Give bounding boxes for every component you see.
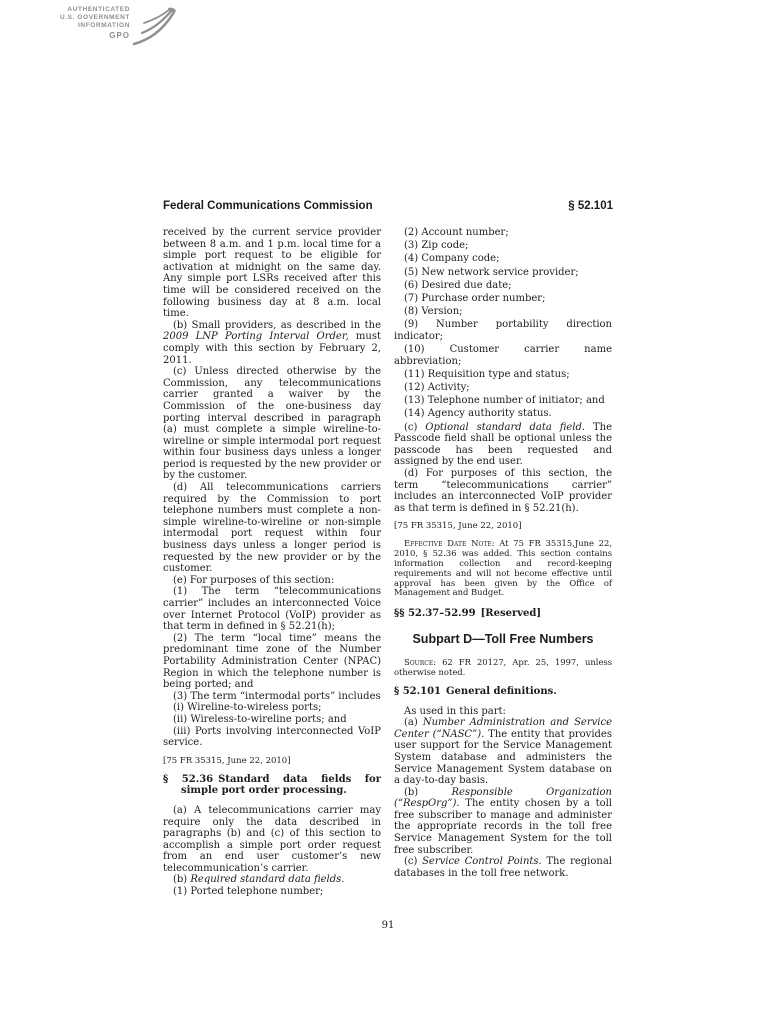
text-run: must comply with this section by February 2, 2011. (163, 331, 381, 366)
paragraph (394, 856, 612, 879)
note-text (394, 539, 612, 598)
list-item (394, 240, 612, 252)
gpo-eagle-icon (132, 6, 178, 48)
text-run: (12) Activity; (404, 382, 470, 394)
text-run: (4) Company code; (404, 253, 500, 265)
text-run: (i) Wireline-to-wireless ports; (173, 702, 322, 714)
text-run: (11) Requisition type and status; (404, 368, 570, 380)
text-run: [75 FR 35315, June 22, 2010] (163, 755, 291, 766)
text-run: (14) Agency authority status. (404, 408, 552, 420)
text-run: (5) New network service provider; (404, 266, 579, 278)
section-heading (394, 686, 612, 698)
text-run: At 75 FR 35315,June 22, 2010, § 52.36 was added. This section contains information collection and record-keeping requirements and will not become effective until approval has been given by the Office of Management and Budget. (394, 538, 612, 598)
paragraph (163, 702, 381, 714)
running-header (163, 200, 613, 212)
list-item (394, 267, 612, 279)
text-run: (c) (404, 421, 426, 433)
italic-run: 2009 LNP Porting Interval Order, (163, 331, 349, 343)
text-run: (6) Desired due date; (404, 279, 512, 291)
text-run: (10) Customer carrier name abbreviation; (394, 344, 612, 367)
smallcaps-run: Source: (404, 657, 437, 668)
text-run: As used in this part: (404, 705, 506, 717)
paragraph (394, 706, 612, 718)
paragraph (394, 717, 612, 787)
list-item (394, 344, 612, 367)
list-item (394, 319, 612, 342)
header-title: Federal Communications Commission (163, 200, 373, 212)
text-run: (d) All telecommunications carriers required by the Commission to port telephone numbers must complete a non-simple wireline-to-wireline or non-simple intermodal port request within four business days unless a longer period is requested by the new provider or by the customer. (163, 482, 381, 575)
text-run: (b) Small providers, as described in the (173, 319, 381, 331)
smallcaps-run: Effective Date Note: (404, 538, 495, 549)
text-run: (ii) Wireless-to-wireline ports; and (173, 713, 347, 725)
subpart-heading (394, 631, 612, 646)
text-run: Subpart D—Toll Free Numbers (412, 631, 594, 646)
text-run: (8) Version; (404, 306, 463, 318)
text-run: (1) The term “telecommunications carrier” includes an interconnected Voice over Internet Protocol (VoIP) provider as that term in defined in § 52.21(h); (163, 586, 381, 633)
text-run: (iii) Ports involving interconnected VoIP service. (163, 725, 381, 749)
list-item (394, 306, 612, 318)
citation (394, 521, 612, 531)
text-run: (a) A telecommunications carrier may require only the data described in paragraphs (b) and (c) of this section to accomplish a simple port order request from an end user customer’s new telecommunication’s carrier. (163, 804, 381, 874)
text-run: (a) (404, 717, 423, 729)
text-run: (1) Ported telephone number; (173, 886, 324, 898)
text-run: (7) Purchase order number; (404, 292, 546, 304)
paragraph (163, 714, 381, 726)
text-run: §§ 52.37–52.99 [Reserved] (394, 608, 542, 620)
text-run: (c) Unless directed otherwise by the Commission, any telecommunications carrier granted a waiver by the Commission of the one-business day porting interval described in paragraph (a) must complete a simple wireline-to-wireline or simple intermodal port request within four business days unless a longer period is requested by the new provider or by the customer. (163, 366, 381, 482)
list-item (394, 369, 612, 381)
text-run: § 52.101 General definitions. (394, 685, 557, 697)
note-text (394, 658, 612, 678)
list-item (394, 395, 612, 407)
text-run: (3) Zip code; (404, 240, 469, 252)
text-run: (b) (404, 786, 452, 798)
italic-run: Optional standard data field. (425, 421, 586, 433)
paragraph (163, 633, 381, 691)
text-run: 62 FR 20127, Apr. 25, 1997, unless otherwise noted. (394, 657, 612, 678)
text-run: received by the current service provider between 8 a.m. and 1 p.m. local time for a simple port request to be eligible for activation at midnight on the same day. Any simple port LSRs received after this time will be considered received on the following business day at 8 a.m. local time. (163, 227, 381, 320)
right-column (394, 227, 612, 879)
italic-run: Service Control Points. (422, 856, 542, 868)
italic-run: Number Administration and Service Center (“NASC”). (394, 717, 612, 740)
paragraph (163, 575, 381, 587)
paragraph (163, 691, 381, 703)
paragraph (163, 726, 381, 749)
gpo-logo-line-1: AUTHENTICATED (67, 6, 130, 13)
gpo-logo-line-3: INFORMATION (78, 22, 130, 29)
list-item (394, 293, 612, 305)
gpo-logo-text (52, 6, 130, 40)
text-run: (9) Number portability direction indicator; (394, 319, 612, 342)
text-run: (c) (404, 856, 423, 868)
reserved-heading (394, 608, 612, 620)
paragraph (394, 468, 612, 514)
paragraph (163, 886, 381, 898)
text-run: (13) Telephone number of initiator; and (404, 395, 605, 407)
list-item (394, 227, 612, 239)
paragraph (394, 787, 612, 857)
citation (163, 756, 381, 766)
page-number: 91 (381, 920, 395, 931)
text-run: [75 FR 35315, June 22, 2010] (394, 521, 522, 532)
section-heading (163, 774, 381, 797)
gpo-logo-acronym: GPO (109, 31, 130, 40)
list-item (394, 408, 612, 420)
italic-run: Responsible Organization (“RespOrg”). (394, 786, 612, 810)
paragraph (163, 586, 381, 632)
text-run: The regional databases in the toll free network. (394, 856, 612, 879)
text-run: The entity that provides user support for the Service Management System database and administers the Service Management System database on a day-to-day basis. (394, 728, 612, 787)
text-run: (2) Account number; (404, 227, 509, 238)
text-run: (b) (173, 874, 191, 886)
paragraph (163, 320, 381, 366)
paragraph (163, 366, 381, 482)
text-run: (e) For purposes of this section: (173, 574, 335, 586)
text-run: (3) The term “intermodal ports” includes (173, 690, 381, 702)
text-run: The Passcode field shall be optional unless the passcode has been requested and assigned by the end user. (394, 421, 612, 468)
text-run: (2) The term “local time” means the predominant time zone of the Number Portability Administration Center (NPAC) Region in which the telephone number is being ported; and (163, 632, 381, 691)
left-column (163, 227, 381, 898)
text-run: § 52.36 Standard data fields for simple port order processing. (163, 773, 381, 797)
paragraph (394, 422, 612, 468)
paragraph (163, 874, 381, 886)
paragraph (163, 482, 381, 575)
list-item (394, 280, 612, 292)
text-run: The entity chosen by a toll free subscriber to manage and administer the appropriate records in the toll free Service Management System for the toll free subscriber. (394, 798, 612, 856)
list-item (394, 382, 612, 394)
text-run: (d) For purposes of this section, the term “telecommunications carrier” includes an interconnected VoIP provider as that term is defined in § 52.21(h). (394, 468, 612, 514)
list-item (394, 253, 612, 265)
gpo-logo (52, 6, 178, 48)
paragraph (163, 805, 381, 875)
italic-run: Required standard data fields. (190, 874, 345, 886)
paragraph-continued (163, 227, 381, 320)
gpo-logo-line-2: U.S. GOVERNMENT (59, 14, 130, 21)
header-section-number: § 52.101 (568, 200, 613, 212)
